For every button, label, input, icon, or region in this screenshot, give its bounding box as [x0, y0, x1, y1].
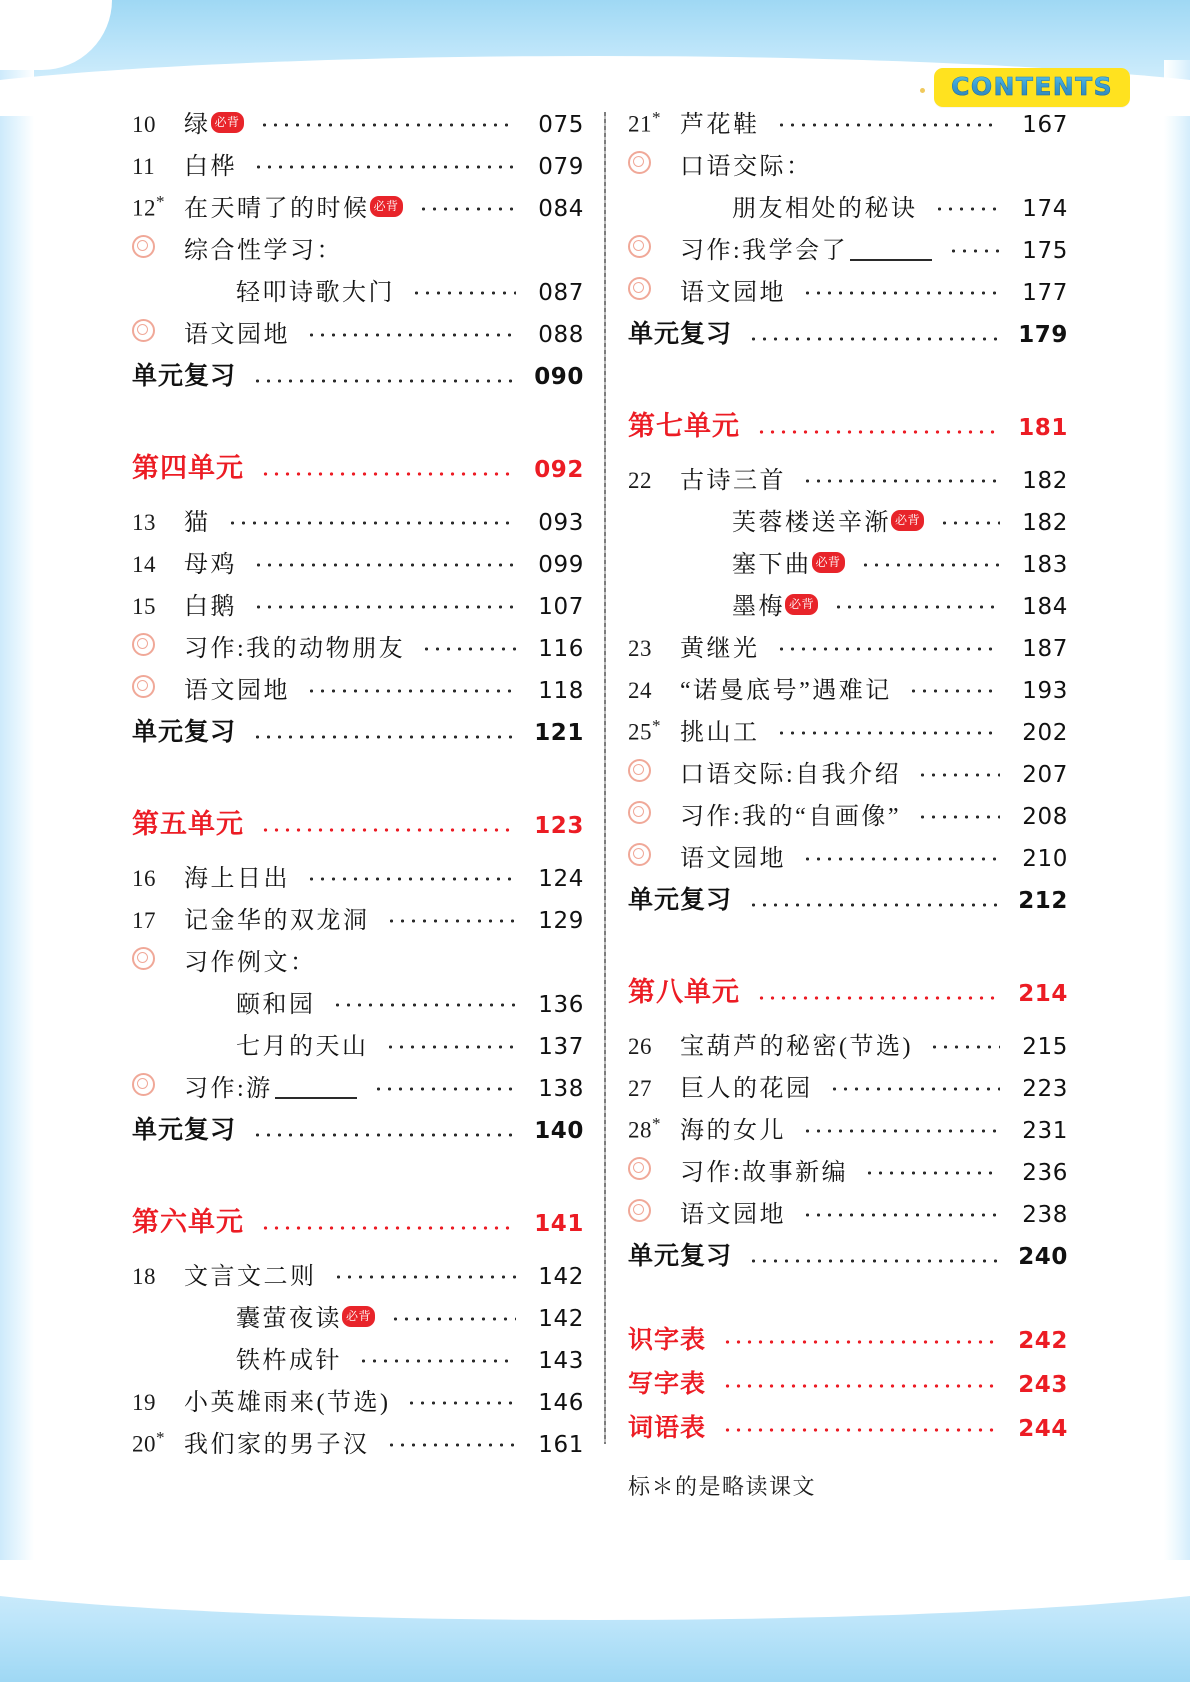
toc-lesson-row[interactable]	[628, 1110, 1068, 1152]
page-number: 118	[538, 678, 584, 704]
toc-lesson-row[interactable]	[628, 670, 1068, 712]
double-circle-icon	[628, 277, 651, 300]
toc-lesson-row[interactable]	[132, 1424, 584, 1466]
toc-lesson-row[interactable]	[132, 104, 584, 146]
dot-leader	[748, 328, 1000, 350]
dot-leader	[252, 370, 516, 392]
dot-leader	[934, 198, 1001, 220]
page-number: 231	[1022, 1118, 1068, 1144]
section-title: 习作:我的动物朋友	[184, 636, 406, 662]
dot-leader	[802, 1120, 1000, 1142]
bibei-badge: 必背	[212, 113, 243, 132]
double-circle-icon	[132, 1073, 155, 1096]
toc-section-row[interactable]	[132, 230, 584, 272]
lesson-title: 挑山工	[680, 720, 760, 746]
toc-section-row[interactable]	[132, 1068, 584, 1110]
dot-leader	[802, 1204, 1000, 1226]
dot-leader	[260, 819, 516, 841]
page-number: 177	[1022, 280, 1068, 306]
page-number: 167	[1022, 112, 1068, 138]
unit-review-title: 单元复习	[628, 885, 733, 914]
dot-leader	[252, 726, 516, 748]
section-marker-icon	[132, 233, 184, 258]
bibei-badge: 必背	[813, 553, 844, 572]
section-marker-icon	[628, 275, 680, 300]
lesson-number: 11	[132, 154, 156, 179]
dot-leader	[418, 198, 516, 220]
lesson-title: 黄继光	[680, 636, 760, 662]
page-number: 142	[538, 1306, 584, 1332]
section-marker-icon	[628, 1155, 680, 1180]
lesson-title: 小英雄雨来(节选)	[184, 1390, 391, 1416]
toc-section-row[interactable]	[628, 272, 1068, 314]
double-circle-icon	[628, 151, 651, 174]
lesson-title: 白桦	[184, 154, 237, 180]
page-number: 090	[534, 364, 584, 390]
dot-leader	[948, 240, 1000, 262]
dot-leader	[390, 1308, 516, 1330]
toc-column-left	[132, 104, 584, 1466]
toc-column-right	[628, 104, 1068, 1501]
section-marker-icon	[628, 1197, 680, 1222]
toc-section-row[interactable]	[628, 1194, 1068, 1236]
toc-unit-heading-row[interactable]	[132, 1200, 584, 1256]
lesson-number: 14	[132, 552, 156, 577]
dot-leader	[259, 114, 516, 136]
toc-lesson-row[interactable]	[132, 146, 584, 188]
row-spacer	[132, 406, 584, 446]
dot-leader	[776, 722, 1001, 744]
toc-unit-heading-row[interactable]	[628, 970, 1068, 1026]
section-marker-icon	[628, 233, 680, 258]
section-title: 习作:故事新编	[680, 1160, 849, 1186]
row-spacer	[628, 930, 1068, 970]
lesson-title: 文言文二则	[184, 1264, 317, 1290]
appendix-title: 识字表	[628, 1325, 707, 1354]
subitem-title: 墨梅 必背	[732, 586, 823, 621]
toc-subitem-row[interactable]	[132, 1340, 584, 1382]
contents-badge-label: CONTENTS	[951, 72, 1113, 101]
lesson-number: 27	[628, 1076, 652, 1101]
dot-leader	[333, 1266, 517, 1288]
toc-lesson-row[interactable]	[628, 628, 1068, 670]
double-circle-icon	[628, 759, 651, 782]
page-number: 146	[538, 1390, 584, 1416]
section-marker-icon	[132, 631, 184, 656]
toc-unit-review-row[interactable]	[132, 356, 584, 406]
dot-leader	[748, 1250, 1000, 1272]
skim-star: *	[652, 716, 661, 736]
toc-subitem-row[interactable]	[132, 984, 584, 1026]
section-title: 语文园地	[184, 678, 290, 704]
section-title: 习作例文：	[184, 950, 317, 976]
subitem-title: 芙蓉楼送辛渐 必背	[732, 502, 929, 537]
section-marker-icon	[132, 673, 184, 698]
skim-star: *	[652, 1114, 661, 1134]
dot-leader	[386, 1434, 517, 1456]
page-number: 161	[538, 1432, 584, 1458]
page-number: 107	[538, 594, 584, 620]
lesson-number: 25*	[628, 716, 661, 745]
toc-lesson-row[interactable]	[132, 1382, 584, 1424]
dot-leader	[373, 1078, 516, 1100]
lesson-title: “诺曼底号”遇难记	[680, 678, 892, 704]
page-number: 142	[538, 1264, 584, 1290]
dot-leader	[722, 1375, 1000, 1397]
section-title: 口语交际:自我介绍	[680, 762, 902, 788]
toc-unit-review-row[interactable]	[628, 1236, 1068, 1286]
page-number: 175	[1022, 238, 1068, 264]
page-number: 240	[1018, 1244, 1068, 1270]
dot-leader	[860, 554, 1000, 576]
section-title: 语文园地	[680, 280, 786, 306]
toc-subitem-row[interactable]	[628, 188, 1068, 230]
page-number: 093	[538, 510, 584, 536]
skim-star: *	[156, 1428, 165, 1448]
row-spacer	[132, 762, 584, 802]
double-circle-icon	[132, 319, 155, 342]
lesson-number: 24	[628, 678, 652, 703]
page-number: 214	[1018, 981, 1068, 1007]
toc-unit-heading-row[interactable]	[628, 404, 1068, 460]
appendix-title: 写字表	[628, 1369, 707, 1398]
dot-leader	[421, 638, 516, 660]
dot-leader	[385, 1036, 517, 1058]
dot-leader	[332, 994, 517, 1016]
section-marker-icon	[132, 945, 184, 970]
lesson-title: 绿 必背	[184, 104, 249, 139]
page-number: 174	[1022, 196, 1068, 222]
dot-leader	[386, 910, 517, 932]
lesson-title: 记金华的双龙洞	[184, 908, 370, 934]
page-number: 143	[538, 1348, 584, 1374]
unit-heading-title: 第六单元	[132, 1207, 244, 1237]
lesson-number: 22	[628, 468, 652, 493]
subitem-title: 颐和园	[236, 992, 316, 1018]
lesson-number: 23	[628, 636, 652, 661]
unit-review-title: 单元复习	[132, 361, 237, 390]
page-number: 079	[538, 154, 584, 180]
page-number: 084	[538, 196, 584, 222]
lesson-number: 13	[132, 510, 156, 535]
dot-leader	[917, 764, 1000, 786]
lesson-title: 海上日出	[184, 866, 290, 892]
section-marker-icon	[628, 149, 680, 174]
appendix-title: 词语表	[628, 1413, 707, 1442]
page-number: 184	[1022, 594, 1068, 620]
dot-leader	[253, 554, 516, 576]
page-number: 183	[1022, 552, 1068, 578]
unit-heading-title: 第八单元	[628, 977, 740, 1007]
unit-review-title: 单元复习	[628, 319, 733, 348]
toc-subitem-row[interactable]	[628, 544, 1068, 586]
toc-section-row[interactable]	[628, 146, 1068, 188]
bibei-badge: 必背	[786, 595, 817, 614]
lesson-title: 芦花鞋	[680, 112, 760, 138]
contents-badge	[934, 68, 1130, 107]
lesson-title: 宝葫芦的秘密(节选)	[680, 1034, 913, 1060]
dot-leader	[253, 596, 516, 618]
page-number: 193	[1022, 678, 1068, 704]
toc-lesson-row[interactable]	[628, 104, 1068, 146]
toc-section-row[interactable]	[132, 670, 584, 712]
dot-leader	[252, 1124, 516, 1146]
skim-star: *	[652, 108, 661, 128]
toc-subitem-row[interactable]	[628, 586, 1068, 628]
double-circle-icon	[132, 633, 155, 656]
dot-leader	[411, 282, 516, 304]
dot-leader	[908, 680, 1000, 702]
toc-section-row[interactable]	[132, 628, 584, 670]
page-number: 243	[1018, 1372, 1068, 1398]
toc-section-row[interactable]	[628, 796, 1068, 838]
dot-leader	[776, 114, 1001, 136]
dot-leader	[260, 1217, 516, 1239]
page-number: 087	[538, 280, 584, 306]
lesson-title: 白鹅	[184, 594, 237, 620]
lesson-number: 28*	[628, 1114, 661, 1143]
section-title: 习作:我的“自画像”	[680, 804, 901, 830]
toc-unit-heading-row[interactable]	[132, 446, 584, 502]
toc-lesson-row[interactable]	[132, 1256, 584, 1298]
dot-leader	[406, 1392, 516, 1414]
toc-subitem-row[interactable]	[132, 1026, 584, 1068]
page-number: 136	[538, 992, 584, 1018]
page-number: 212	[1018, 888, 1068, 914]
unit-review-title: 单元复习	[628, 1241, 733, 1270]
section-marker-icon	[628, 841, 680, 866]
dot-leader	[306, 868, 516, 890]
toc-subitem-row[interactable]	[628, 502, 1068, 544]
fill-in-blank	[275, 1097, 357, 1099]
dot-leader	[748, 894, 1000, 916]
double-circle-icon	[132, 947, 155, 970]
dot-leader	[358, 1350, 516, 1372]
page-number: 116	[538, 636, 584, 662]
dot-leader	[829, 1078, 1001, 1100]
dot-leader	[833, 596, 1000, 618]
subitem-title: 轻叩诗歌大门	[236, 280, 395, 306]
section-title: 语文园地	[680, 846, 786, 872]
page-number: 181	[1018, 415, 1068, 441]
bibei-badge: 必背	[371, 197, 402, 216]
row-spacer	[132, 1160, 584, 1200]
toc-subitem-row[interactable]	[132, 272, 584, 314]
unit-heading-title: 第五单元	[132, 809, 244, 839]
page-number: 123	[534, 813, 584, 839]
toc-unit-review-row[interactable]	[132, 712, 584, 762]
row-spacer	[628, 364, 1068, 404]
page-number: 182	[1022, 468, 1068, 494]
lesson-number: 20*	[132, 1428, 165, 1457]
subitem-title: 囊萤夜读 必背	[236, 1298, 380, 1333]
lesson-number: 16	[132, 866, 156, 891]
page-number: 208	[1022, 804, 1068, 830]
section-marker-icon	[628, 799, 680, 824]
toc-section-row[interactable]	[628, 230, 1068, 272]
badge-accent-dot	[920, 88, 925, 93]
toc-unit-review-row[interactable]	[628, 314, 1068, 364]
lesson-number: 17	[132, 908, 156, 933]
toc-appendix-row[interactable]	[628, 1408, 1068, 1452]
toc-appendix-row[interactable]	[628, 1320, 1068, 1364]
lesson-number: 19	[132, 1390, 156, 1415]
page-number: 075	[538, 112, 584, 138]
double-circle-icon	[628, 235, 651, 258]
section-marker-icon	[628, 757, 680, 782]
dot-leader	[776, 638, 1001, 660]
toc-lesson-row[interactable]	[132, 544, 584, 586]
lesson-title: 在天晴了的时候 必背	[184, 188, 408, 223]
page-number: 223	[1022, 1076, 1068, 1102]
page-number: 242	[1018, 1328, 1068, 1354]
unit-review-title: 单元复习	[132, 1115, 237, 1144]
dot-leader	[722, 1419, 1000, 1441]
lesson-number: 15	[132, 594, 156, 619]
section-title: 语文园地	[184, 322, 290, 348]
dot-leader	[929, 1036, 1000, 1058]
double-circle-icon	[628, 801, 651, 824]
lesson-number: 10	[132, 112, 156, 137]
skim-star: *	[156, 192, 165, 212]
page-number: 088	[538, 322, 584, 348]
dot-leader	[306, 680, 516, 702]
section-title: 语文园地	[680, 1202, 786, 1228]
page-number: 141	[534, 1211, 584, 1237]
lesson-title: 巨人的花园	[680, 1076, 813, 1102]
dot-leader	[864, 1162, 1000, 1184]
lesson-title: 古诗三首	[680, 468, 786, 494]
double-circle-icon	[628, 843, 651, 866]
double-circle-icon	[132, 675, 155, 698]
section-marker-icon	[132, 1071, 184, 1096]
page-number: 099	[538, 552, 584, 578]
page-number: 238	[1022, 1202, 1068, 1228]
toc-section-row[interactable]	[132, 942, 584, 984]
double-circle-icon	[132, 235, 155, 258]
page-number: 182	[1022, 510, 1068, 536]
lesson-title: 海的女儿	[680, 1118, 786, 1144]
dot-leader	[253, 156, 516, 178]
dot-leader	[756, 421, 1000, 443]
dot-leader	[260, 463, 516, 485]
subitem-title: 朋友相处的秘诀	[732, 196, 918, 222]
page-number: 244	[1018, 1416, 1068, 1442]
section-title: 习作:游	[184, 1068, 363, 1103]
section-marker-icon	[132, 317, 184, 342]
toc-section-row[interactable]	[628, 754, 1068, 796]
toc-subitem-row[interactable]	[132, 1298, 584, 1340]
toc-unit-review-row[interactable]	[628, 880, 1068, 930]
section-title: 综合性学习：	[184, 238, 343, 264]
toc-lesson-row[interactable]	[132, 188, 584, 230]
lesson-title: 猫	[184, 510, 211, 536]
bibei-badge: 必背	[343, 1307, 374, 1326]
toc-unit-review-row[interactable]	[132, 1110, 584, 1160]
page-number: 210	[1022, 846, 1068, 872]
page-number: 236	[1022, 1160, 1068, 1186]
dot-leader	[917, 806, 1000, 828]
toc-lesson-row[interactable]	[132, 858, 584, 900]
unit-heading-title: 第四单元	[132, 453, 244, 483]
toc-lesson-row[interactable]	[628, 460, 1068, 502]
page-number: 137	[538, 1034, 584, 1060]
page-number: 124	[538, 866, 584, 892]
fill-in-blank	[850, 259, 932, 261]
toc-lesson-row[interactable]	[628, 712, 1068, 754]
toc-appendix-row[interactable]	[628, 1364, 1068, 1408]
lesson-number: 12*	[132, 192, 165, 221]
page-number: 215	[1022, 1034, 1068, 1060]
lesson-number: 18	[132, 1264, 156, 1289]
toc-section-row[interactable]	[628, 1152, 1068, 1194]
toc-section-row[interactable]	[628, 838, 1068, 880]
subitem-title: 七月的天山	[236, 1034, 369, 1060]
dot-leader	[939, 512, 1000, 534]
dot-leader	[756, 987, 1000, 1009]
subitem-title: 铁杵成针	[236, 1348, 342, 1374]
bibei-badge: 必背	[892, 511, 923, 530]
dot-leader	[802, 470, 1000, 492]
toc-lesson-row[interactable]	[132, 900, 584, 942]
subitem-title: 塞下曲 必背	[732, 544, 850, 579]
unit-heading-title: 第七单元	[628, 411, 740, 441]
lesson-title: 我们家的男子汉	[184, 1432, 370, 1458]
toc-lesson-row[interactable]	[132, 502, 584, 544]
toc-unit-heading-row[interactable]	[132, 802, 584, 858]
page-number: 202	[1022, 720, 1068, 746]
section-title: 习作:我学会了	[680, 230, 938, 265]
dot-leader	[802, 848, 1000, 870]
skim-lesson-footnote: 标＊的是略读课文	[628, 1474, 817, 1499]
lesson-number: 26	[628, 1034, 652, 1059]
lesson-title: 母鸡	[184, 552, 237, 578]
dot-leader	[306, 324, 516, 346]
dot-leader	[227, 512, 517, 534]
section-title: 口语交际：	[680, 154, 813, 180]
page-number: 121	[534, 720, 584, 746]
page-number: 187	[1022, 636, 1068, 662]
toc-section-row[interactable]	[132, 314, 584, 356]
page-number: 138	[538, 1076, 584, 1102]
toc-lesson-row[interactable]	[628, 1068, 1068, 1110]
page-number: 207	[1022, 762, 1068, 788]
page-number: 179	[1018, 322, 1068, 348]
dot-leader	[722, 1331, 1000, 1353]
toc-lesson-row[interactable]	[628, 1026, 1068, 1068]
unit-review-title: 单元复习	[132, 717, 237, 746]
double-circle-icon	[628, 1199, 651, 1222]
page-number: 092	[534, 457, 584, 483]
lesson-number: 21*	[628, 108, 661, 137]
row-spacer	[628, 1286, 1068, 1320]
dot-leader	[802, 282, 1000, 304]
page-number: 140	[534, 1118, 584, 1144]
page-number: 129	[538, 908, 584, 934]
toc-lesson-row[interactable]	[132, 586, 584, 628]
double-circle-icon	[628, 1157, 651, 1180]
